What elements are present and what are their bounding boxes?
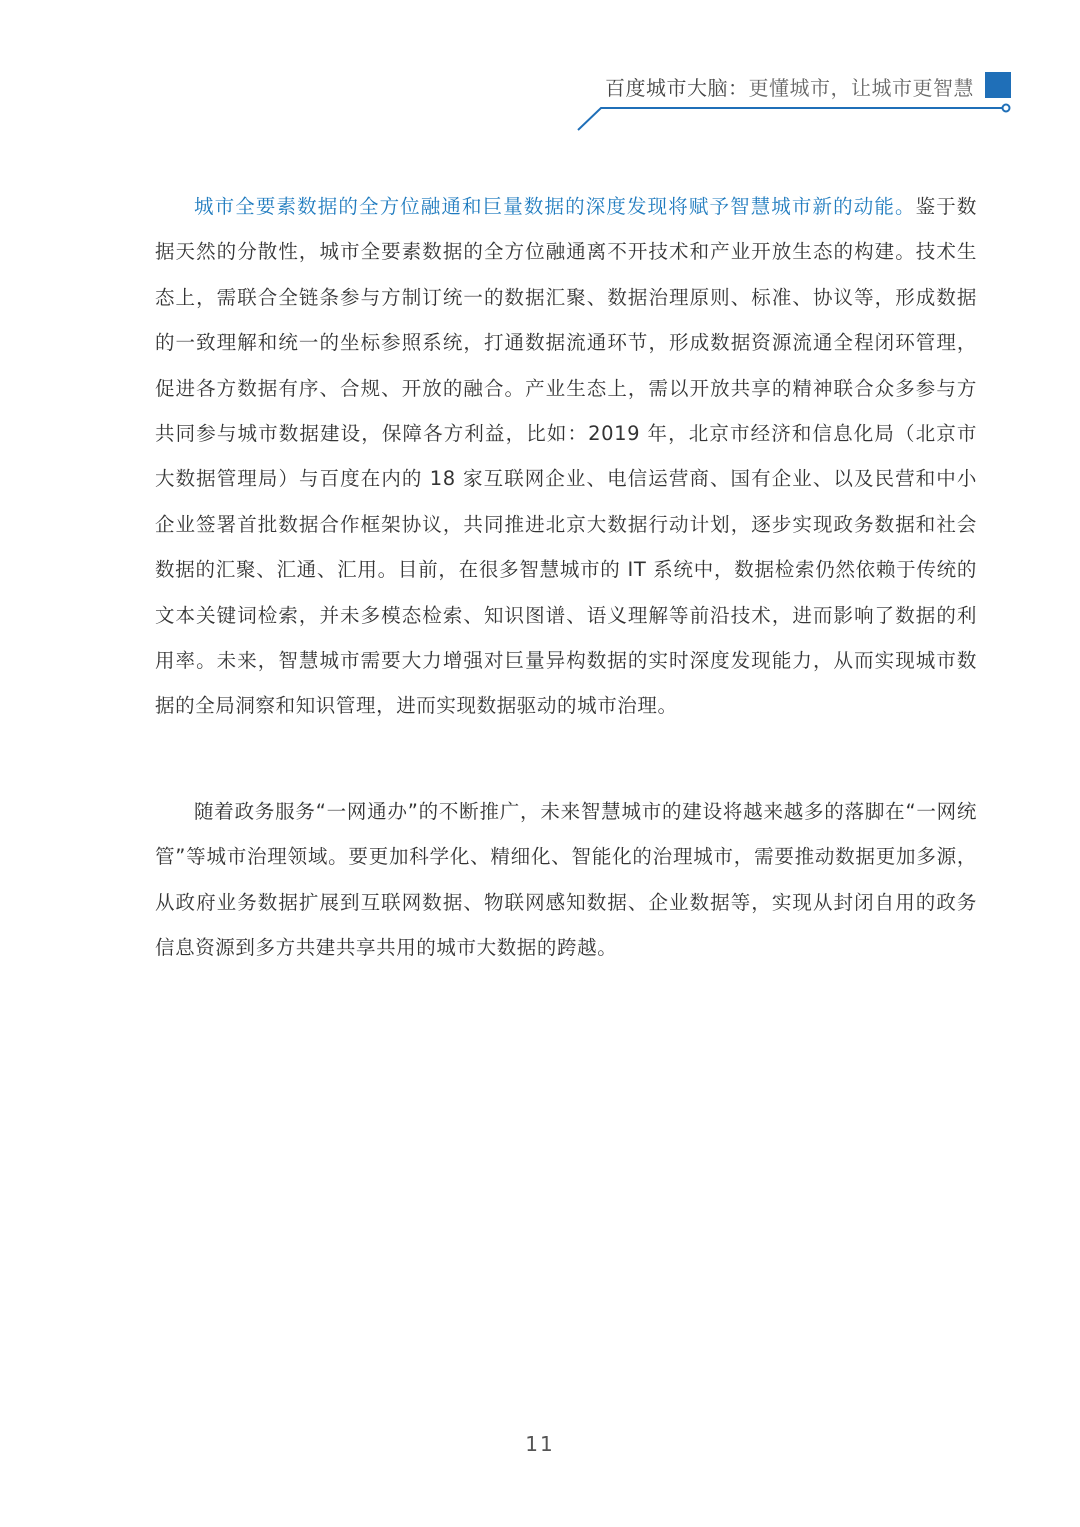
page-header (0, 0, 1080, 140)
document-body (155, 184, 977, 971)
page-number: 11 (525, 1432, 555, 1456)
header-title-sub: 更懂城市，让城市更智慧 (748, 76, 974, 100)
header-title-main: 百度城市大脑： (605, 76, 749, 100)
header-decorative-line (0, 0, 1080, 140)
header-title (605, 74, 974, 102)
paragraph-2: 随着政务服务“一网通办”的不断推广，未来智慧城市的建设将越来越多的落脚在“一网统管”等城市治理领域。要更加科学化、精细化、智能化的治理城市，需要推动数据更加多源，从政府业务数据扩展到互联网数据、物联网感知数据、企业数据等，实现从封闭自用的政务信息资源到多方共建共享共用的城市大数据的跨越。 (155, 799, 977, 960)
paragraph-1 (155, 184, 977, 729)
paragraph-1-text: 鉴于数据天然的分散性，城市全要素数据的全方位融通离不开技术和产业开放生态的构建。技术生态上，需联合全链条参与方制订统一的数据汇聚、数据治理原则、标准、协议等，形成数据的一致理解和统一的坐标参照系统，打通数据流通环节，形成数据资源流通全程闭环管理，促进各方数据有序、合规、开放的融合。产业生态上，需以开放共享的精神联合众多参与方共同参与城市数据建设，保障各方利益，比如：2019 年，北京市经济和信息化局（北京市大数据管理局）与百度在内的 18 家互联网企业、电信运营商、国有企业、以及民营和中小企业签署首批数据合作框架协议，共同推进北京大数据行动计划，逐步实现政务数据和社会数据的汇聚、汇通、汇用。目前，在很多智慧城市的 IT 系统中，数据检索仍然依赖于传统的文本关键词检索，并未多模态检索、知识图谱、语义理解等前沿技术，进而影响了数据的利用率。未来，智慧城市需要大力增强对巨量异构数据的实时深度发现能力，从而实现城市数据的全局洞察和知识管理，进而实现数据驱动的城市治理。 (155, 195, 977, 718)
header-accent-block (985, 72, 1011, 98)
paragraph-1-highlight: 城市全要素数据的全方位融通和巨量数据的深度发现将赋予智慧城市新的动能。 (194, 195, 916, 218)
